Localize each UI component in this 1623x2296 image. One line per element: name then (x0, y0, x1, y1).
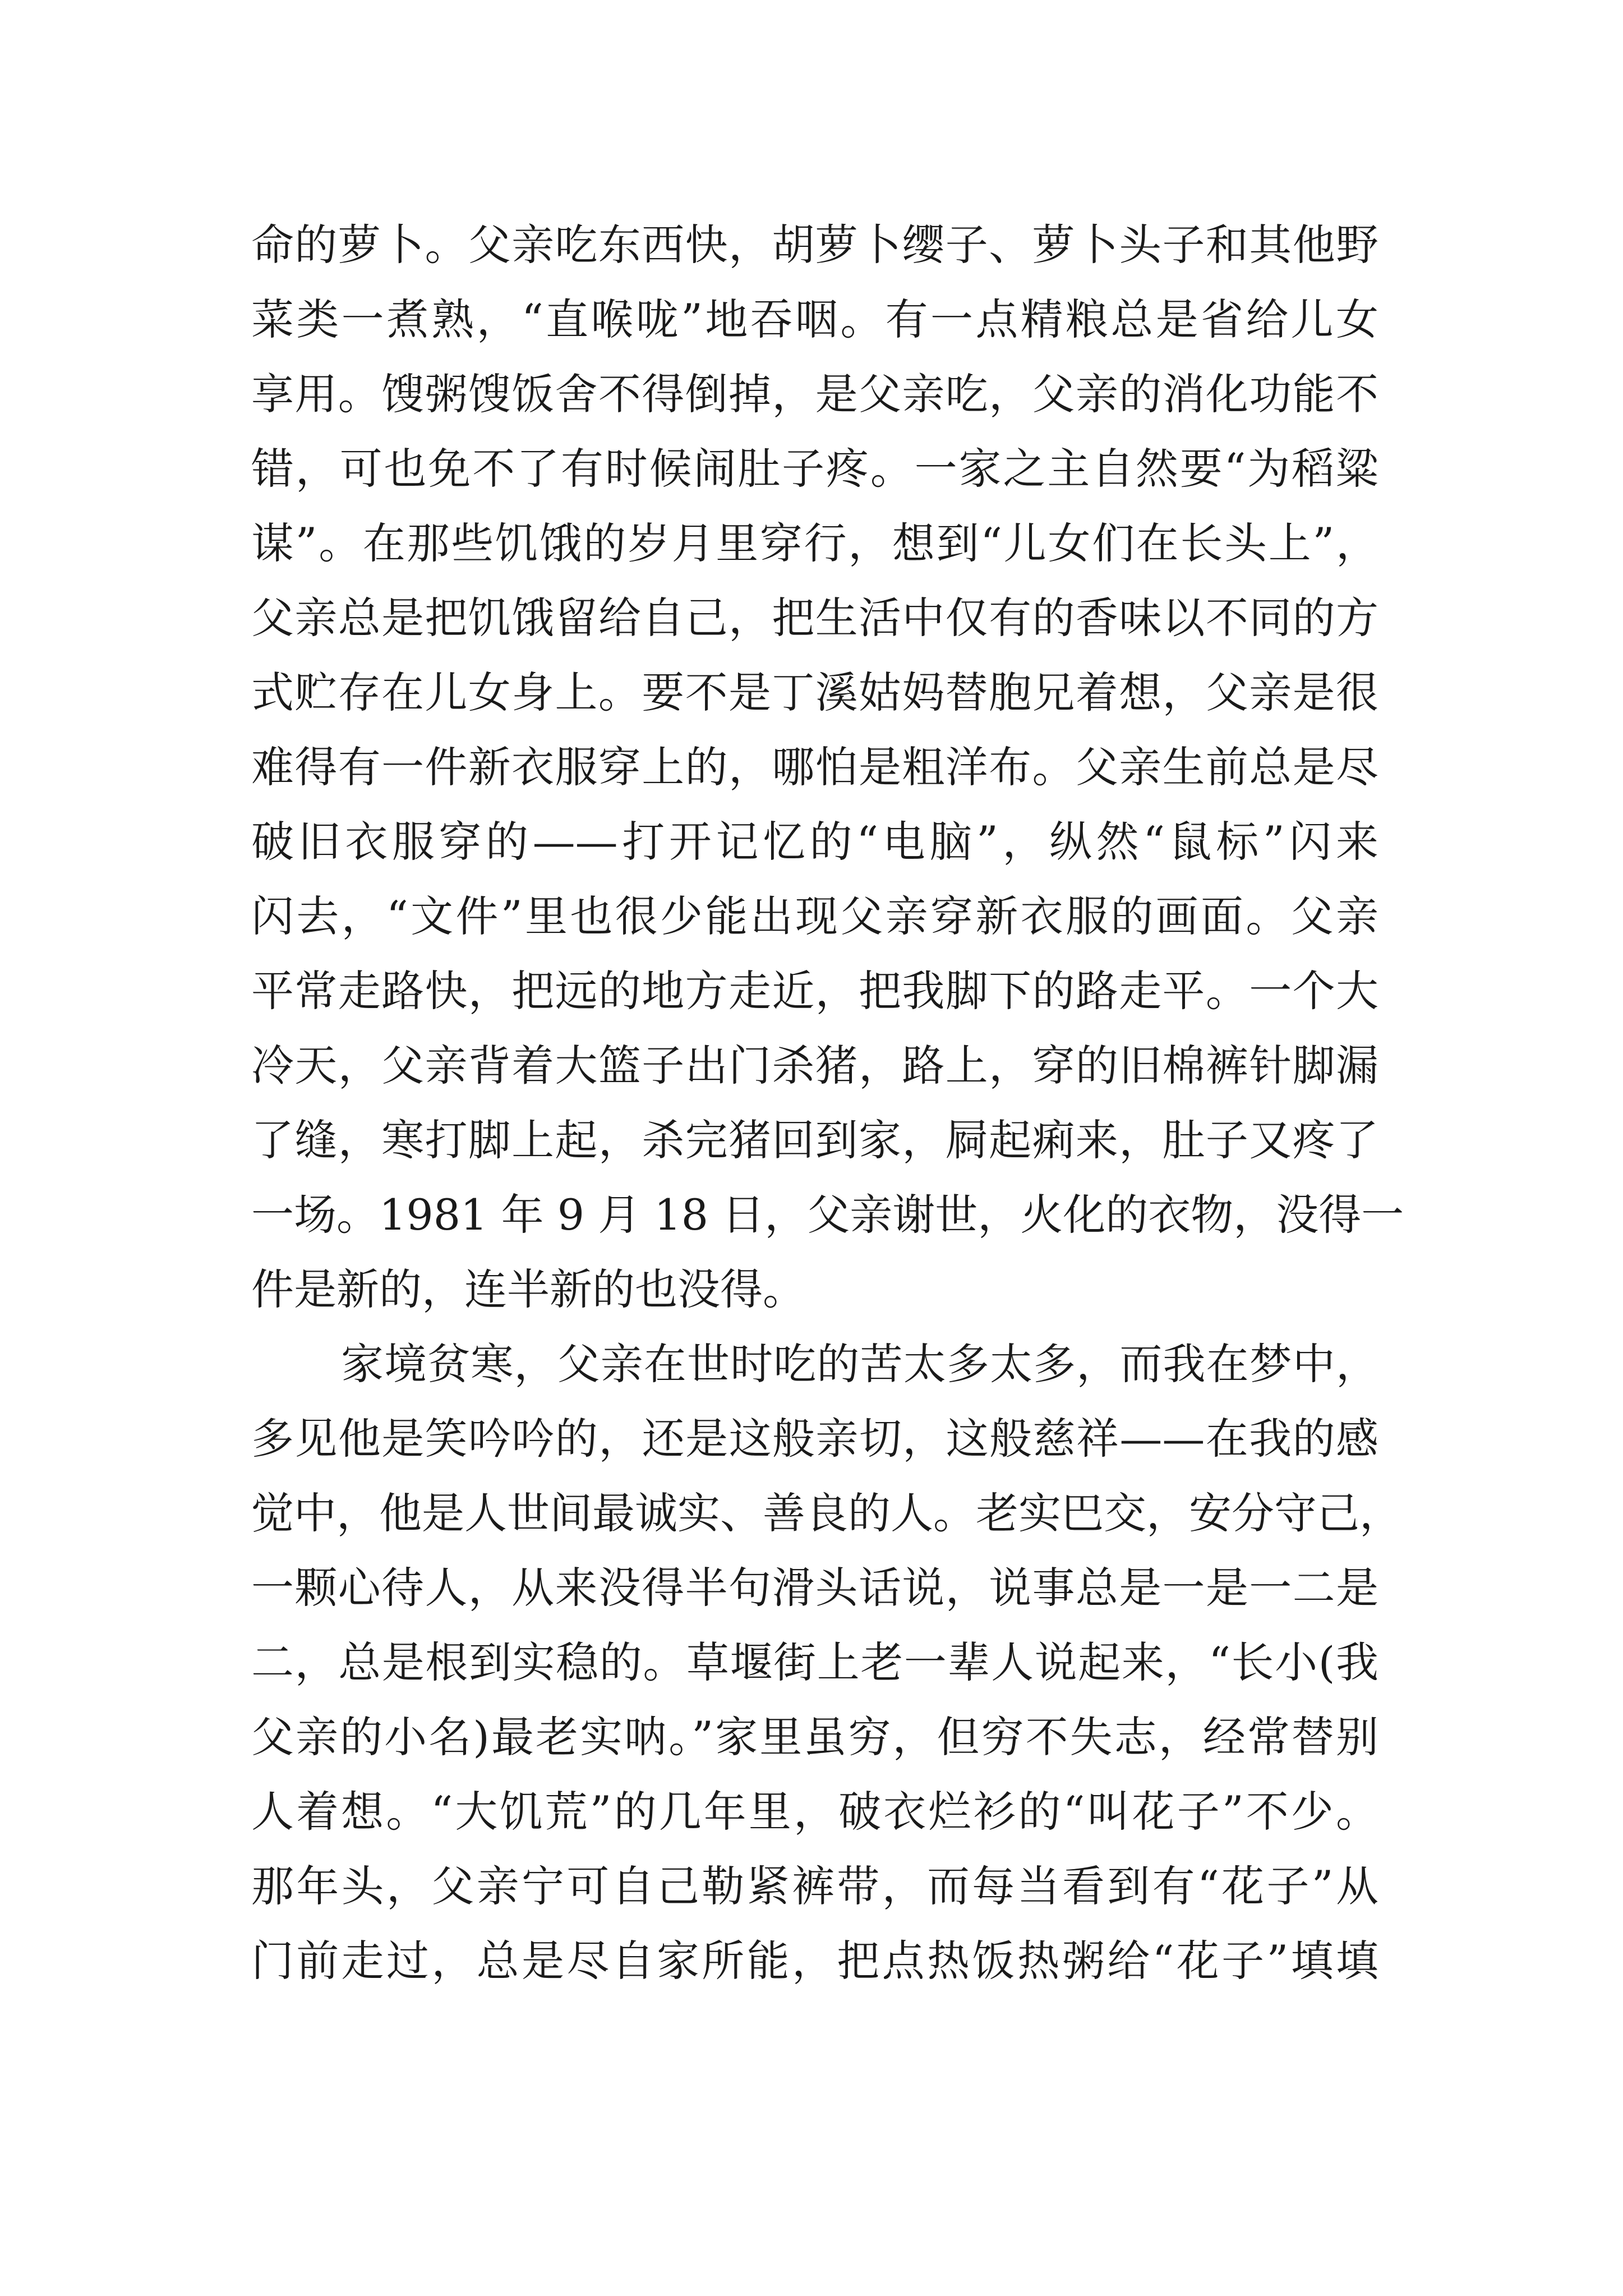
text-line: 平常走路快，把远的地方走近，把我脚下的路走平。一个大 (251, 966, 1378, 1016)
text-line: 菜类一煮熟，“直喉咙”地吞咽。有一点精粮总是省给儿女 (251, 295, 1378, 344)
text-line: 式贮存在儿女身上。要不是丁溪姑妈替胞兄着想，父亲是很 (251, 668, 1378, 717)
text-line: 件是新的，连半新的也没得。 (251, 1264, 805, 1314)
text-line: 错，可也免不了有时候闹肚子疼。一家之主自然要“为稻粱 (251, 444, 1378, 494)
text-line: 命的萝卜。父亲吃东西快，胡萝卜缨子、萝卜头子和其他野 (251, 220, 1378, 270)
text-line: 难得有一件新衣服穿上的，哪怕是粗洋布。父亲生前总是尽 (251, 742, 1378, 792)
text-line: 家境贫寒，父亲在世时吃的苦太多太多，而我在梦中， (341, 1339, 1378, 1389)
text-line: 谋”。在那些饥饿的岁月里穿行，想到“儿女们在长头上”， (251, 518, 1378, 568)
text-line: 那年头，父亲宁可自己勒紧裤带，而每当看到有“花子”从 (251, 1861, 1378, 1911)
text-line: 闪去，“文件”里也很少能出现父亲穿新衣服的画面。父亲 (251, 891, 1378, 941)
text-line: 一颗心待人，从来没得半句滑头话说，说事总是一是一二是 (251, 1563, 1378, 1613)
text-line: 门前走过，总是尽自家所能，把点热饭热粥给“花子”填填 (251, 1936, 1378, 1986)
text-line: 多见他是笑吟吟的，还是这般亲切，这般慈祥——在我的感 (251, 1414, 1378, 1464)
text-line: 父亲总是把饥饿留给自己，把生活中仅有的香味以不同的方 (251, 593, 1378, 643)
text-line: 冷天，父亲背着大篮子出门杀猪，路上，穿的旧棉裤针脚漏 (251, 1041, 1378, 1091)
text-line: 人着想。“大饥荒”的几年里，破衣烂衫的“叫花子”不少。 (251, 1787, 1378, 1837)
text-line: 享用。馊粥馊饭舍不得倒掉，是父亲吃，父亲的消化功能不 (251, 369, 1378, 419)
body-text (251, 208, 1404, 1998)
text-line: 一场。1981 年 9 月 18 日，父亲谢世，火化的衣物，没得一 (251, 1190, 1404, 1240)
text-line: 二，总是根到实稳的。草堰街上老一辈人说起来，“长小(我 (251, 1637, 1378, 1687)
text-line: 破旧衣服穿的——打开记忆的“电脑”，纵然“鼠标”闪来 (251, 817, 1378, 867)
text-line: 了缝，寒打脚上起，杀完猪回到家，屙起痢来，肚子又疼了 (251, 1115, 1378, 1165)
text-line: 觉中，他是人世间最诚实、善良的人。老实巴交，安分守己， (251, 1488, 1402, 1538)
text-line: 父亲的小名)最老实呐。”家里虽穷，但穷不失志，经常替别 (251, 1712, 1378, 1762)
